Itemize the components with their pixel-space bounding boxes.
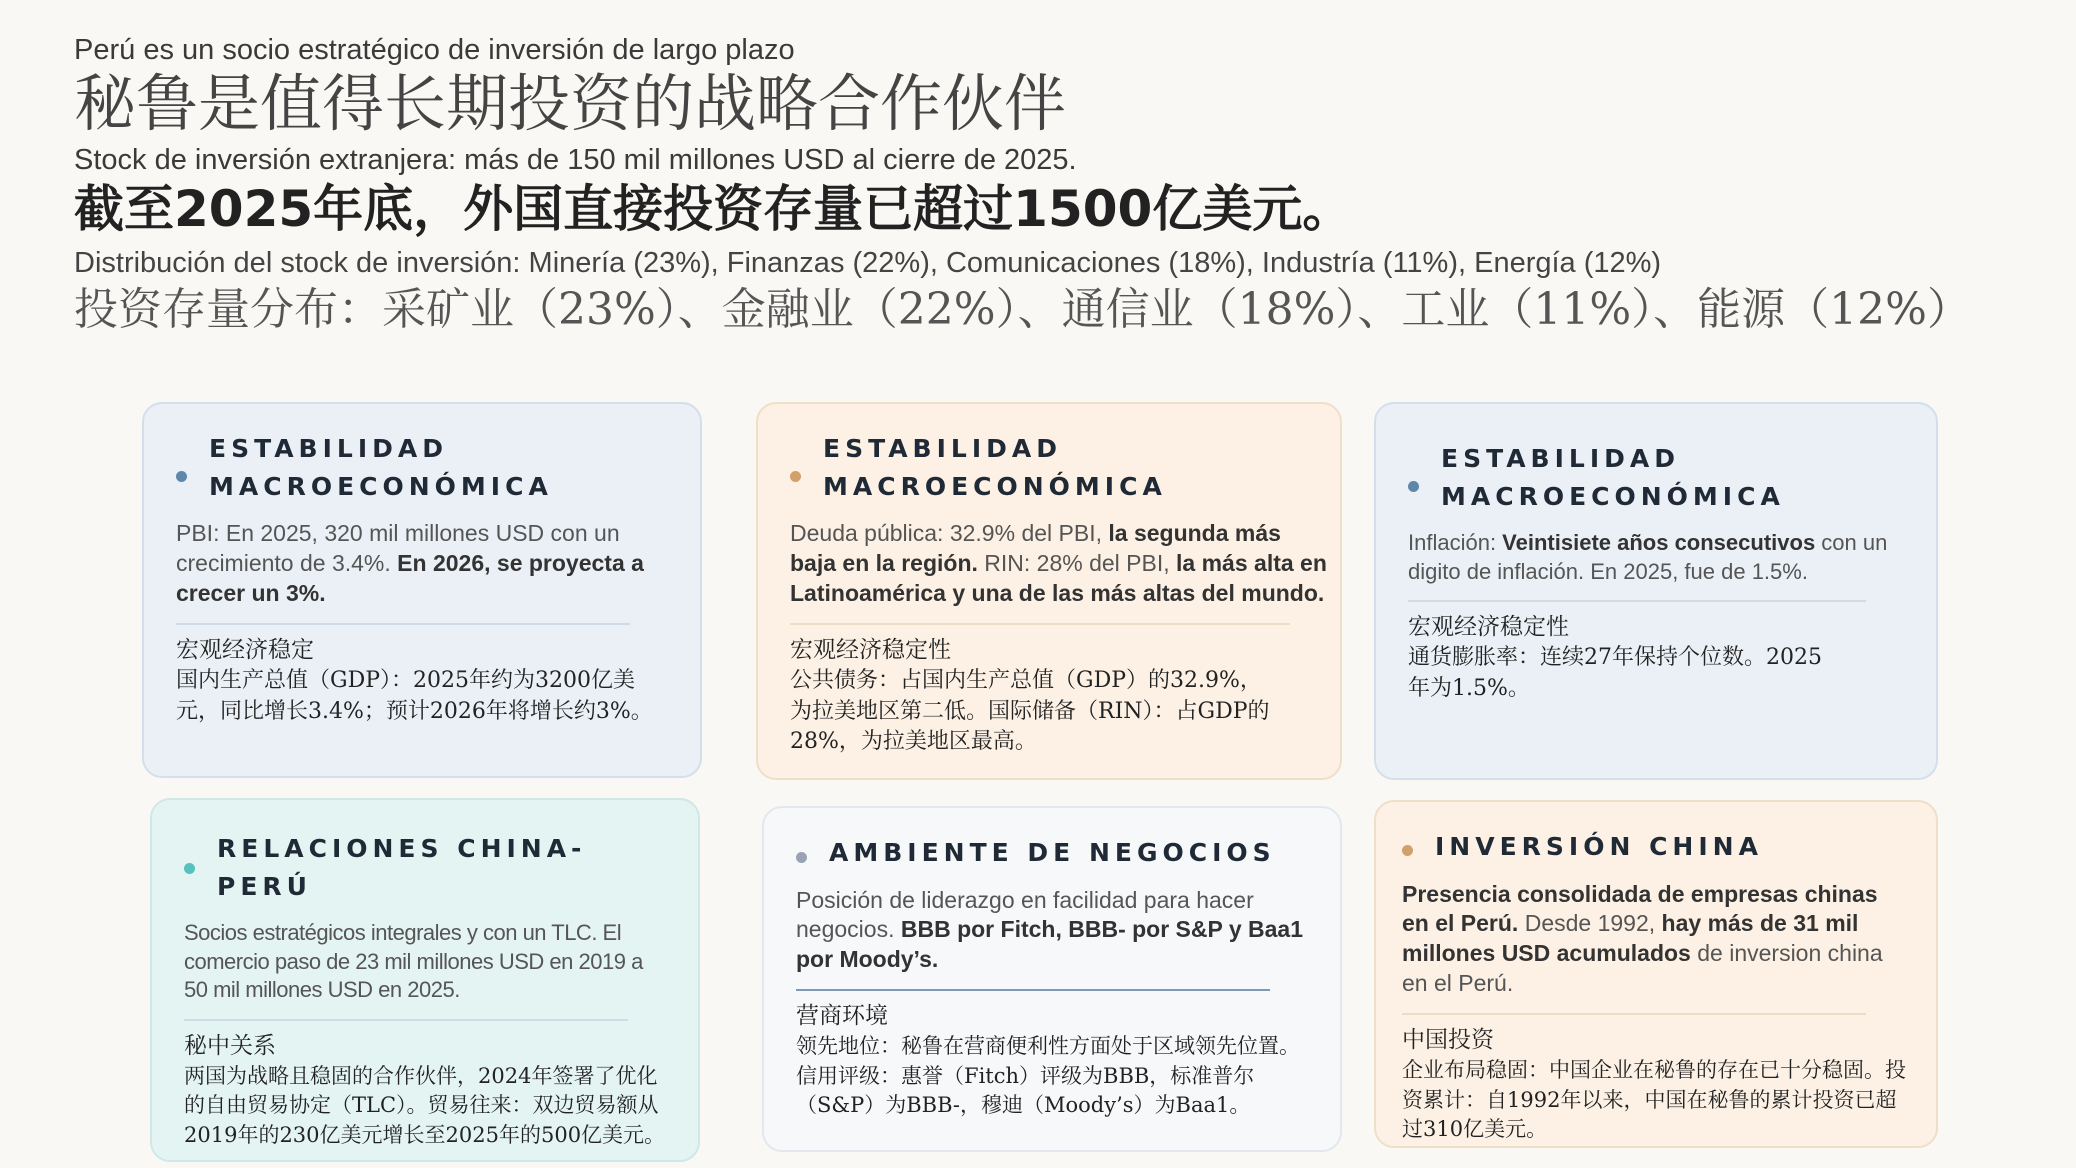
card-title-line1: ESTABILIDAD	[823, 434, 1062, 463]
body-bold: BBB por Fitch, BBB- por S&P y Baa1 por Moody’s.	[796, 916, 1303, 973]
card-body-zh: 通货膨胀率：连续27年保持个位数。2025年为1.5%。	[1408, 645, 1822, 702]
card-title-zh: 营商环境	[796, 1003, 888, 1030]
subtitle-es: Perú es un socio estratégico de inversión de largo plazo	[74, 34, 795, 66]
card-title-line2: MACROECONÓMICA	[209, 471, 553, 501]
body-bold: Veintisiete años consecutivos	[1502, 530, 1816, 555]
body-text: Desde 1992,	[1518, 910, 1662, 937]
card-title: RELACIONES CHINA-PERÚ	[217, 834, 587, 901]
card-body-zh: 两国为战略且稳固的合作伙伴，2024年签署了优化的自由贸易协定（TLC）。贸易往来：双边贸易额从2019年的230亿美元增长至2025年的500亿美元。	[184, 1063, 666, 1147]
body-bold: hay más de 31 mil millones USD acumulados	[1402, 910, 1859, 967]
card-macro-debt	[756, 402, 1342, 780]
divider	[1402, 1013, 1866, 1015]
stock-es: Stock de inversión extranjera: más de 150 mil millones USD al cierre de 2025.	[74, 144, 1077, 177]
card-header	[184, 830, 668, 905]
card-body-es	[1408, 529, 1906, 586]
card-title-line2: MACROECONÓMICA	[823, 471, 1167, 501]
bullet-dot-icon	[790, 471, 801, 482]
body-bold: la más alta en Latinoamérica y una de las más altas del mundo.	[790, 549, 1327, 606]
card-body-zh: 企业布局稳固：中国企业在秘鲁的存在已十分稳固。投资累计：自1992年以来，中国在秘鲁的累计投资已超过310亿美元。	[1402, 1058, 1906, 1141]
divider	[176, 623, 630, 625]
body-text: Posición de liderazgo en facilidad para hacer negocios.	[796, 886, 1254, 943]
body-text: de inversion china en el Perú.	[1402, 940, 1883, 997]
body-text: con un digito de inflación. En 2025, fue de 1.5%.	[1408, 530, 1888, 584]
body-bold: En 2026, se proyecta a crecer un 3%.	[176, 549, 644, 606]
distribution-zh: 投资存量分布：采矿业（23%）、金融业（22%）、通信业（18%）、工业（11%）、能源（12%）	[74, 283, 1971, 335]
card-title-line1: ESTABILIDAD	[209, 434, 448, 463]
card-header	[1408, 440, 1906, 515]
card-body-es	[790, 519, 1330, 609]
body-bold: Presencia consolidada de empresas chinas en el Perú.	[1402, 880, 1878, 937]
card-title: AMBIENTE DE NEGOCIOS	[829, 838, 1276, 867]
card-body-zh: 国内生产总值（GDP）：2025年约为3200亿美元，同比增长3.4%；预计2026年将增长约3%。	[176, 667, 653, 724]
card-header	[796, 834, 1310, 872]
body-text: Inflación:	[1408, 530, 1503, 555]
title-zh: 秘鲁是值得长期投资的战略合作伙伴	[74, 67, 1067, 140]
card-china-investment	[1374, 800, 1938, 1148]
card-title-line2: MACROECONÓMICA	[1441, 481, 1785, 511]
distribution-es: Distribución del stock de inversión: Minería (23%), Finanzas (22%), Comunicaciones (18%), Industría (11%), Energía (12%)	[74, 246, 1662, 279]
divider	[1408, 600, 1866, 602]
card-body-zh: 领先地位：秘鲁在营商便利性方面处于区域领先位置。信用评级：惠誉（Fitch）评级为BBB，标准普尔（S&P）为BBB-，穆迪（Moody’s）为Baa1。	[796, 1034, 1300, 1117]
body-bold: la segunda más baja en la región.	[790, 520, 1281, 576]
stock-zh: 截至2025年底，外国直接投资存量已超过1500亿美元。	[74, 180, 1353, 239]
card-title-zh: 宏观经济稳定	[176, 636, 314, 663]
card-body-es	[176, 519, 670, 609]
card-body-zh: 公共债务：占国内生产总值（GDP）的32.9%，为拉美地区第二低。国际储备（RIN）：占GDP的28%，为拉美地区最高。	[790, 667, 1270, 755]
card-title-zh: 宏观经济稳定性	[790, 636, 951, 663]
card-title	[1441, 440, 1785, 515]
card-title	[823, 430, 1167, 505]
card-header	[790, 430, 1330, 505]
card-body-es	[1402, 880, 1906, 1000]
divider	[790, 623, 1290, 625]
body-text: RIN: 28% del PBI,	[977, 549, 1177, 576]
card-title-zh: 宏观经济稳定性	[1408, 614, 1569, 641]
card-title-zh: 中国投资	[1402, 1027, 1494, 1054]
bullet-dot-icon	[1408, 481, 1419, 492]
bullet-dot-icon	[176, 471, 187, 482]
card-body-es	[796, 886, 1310, 976]
card-china-peru-relations	[150, 798, 700, 1162]
card-title: INVERSIÓN CHINA	[1435, 832, 1763, 861]
bullet-dot-icon	[796, 852, 807, 863]
card-header	[176, 430, 670, 505]
bullet-dot-icon	[1402, 845, 1413, 856]
body-text: Deuda pública: 32.9% del PBI,	[790, 520, 1109, 546]
card-business-environment	[762, 806, 1342, 1152]
body-text: PBI: En 2025, 320 mil millones USD con un crecimiento de 3.4%.	[176, 520, 620, 576]
divider	[796, 989, 1270, 991]
bullet-dot-icon	[184, 863, 195, 874]
card-title	[209, 430, 553, 505]
card-macro-gdp	[142, 402, 702, 778]
card-body-es: Socios estratégicos integrales y con un TLC. El comercio paso de 23 mil millones USD en 2019 a 50 mil millones USD en 2025.	[184, 920, 643, 1003]
card-title-zh: 秘中关系	[184, 1032, 276, 1059]
divider	[184, 1019, 628, 1021]
card-macro-inflation	[1374, 402, 1938, 780]
card-title-line1: ESTABILIDAD	[1441, 444, 1680, 473]
header	[74, 28, 2054, 337]
card-header	[1402, 828, 1906, 866]
